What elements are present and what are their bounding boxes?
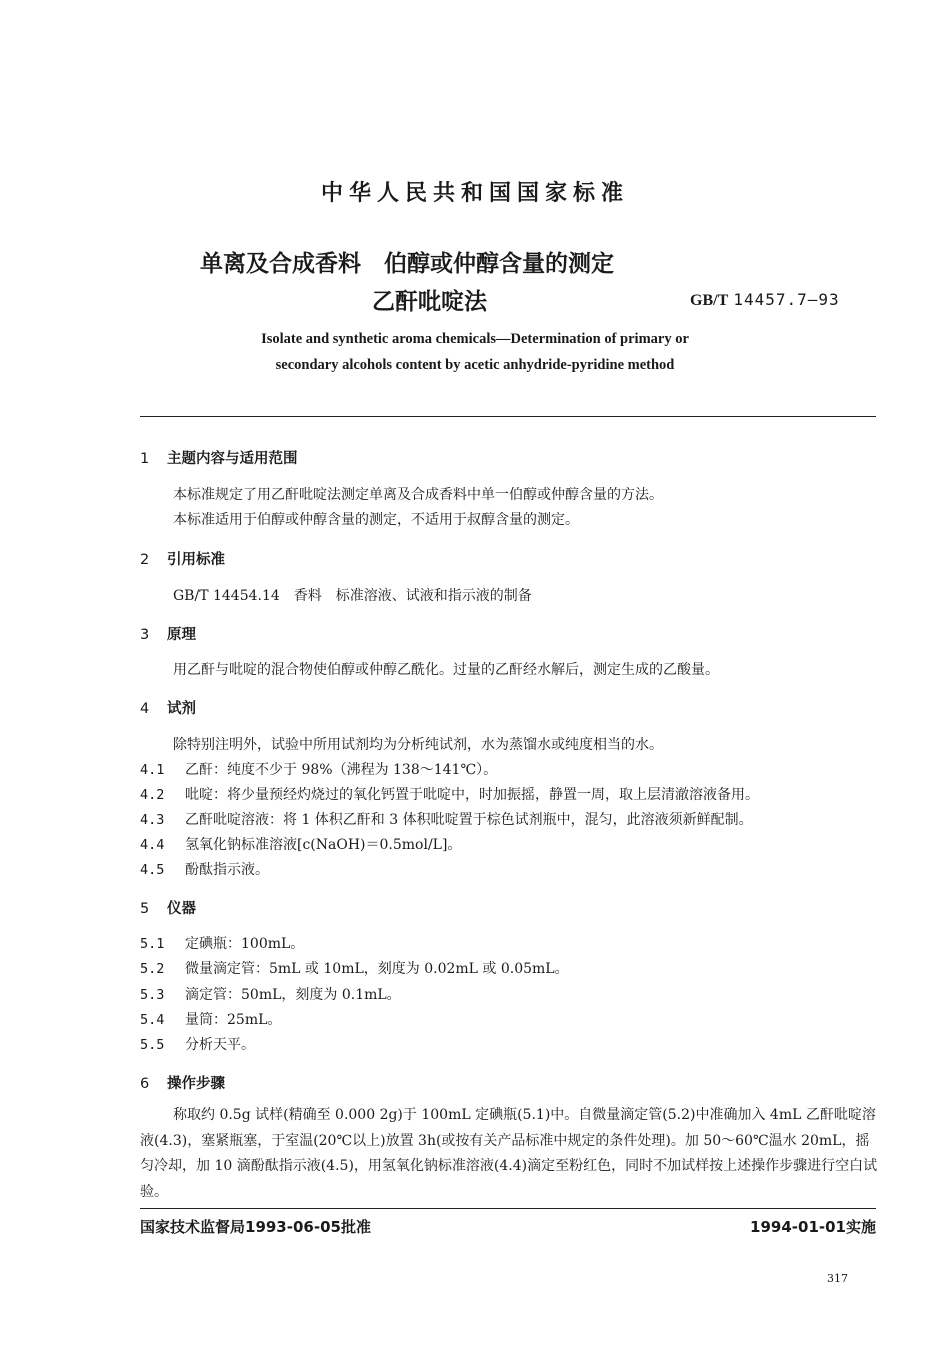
section-4-heading bbox=[140, 697, 196, 718]
document-header: 中华人民共和国国家标准 bbox=[320, 181, 629, 206]
section-title: 引用标准 bbox=[167, 552, 225, 568]
clause-number: 5.5 bbox=[140, 1037, 165, 1053]
section-number: 3 bbox=[140, 627, 150, 643]
section-2-reference: GB/T 14454.14 香料 标准溶液、试液和指示液的制备 bbox=[173, 588, 532, 604]
standard-number-value: 14457.7—93 bbox=[733, 290, 840, 309]
clause-5-3 bbox=[140, 984, 401, 1004]
section-4-paragraph: 除特别注明外，试验中所用试剂均为分析纯试剂，水为蒸馏水或纯度相当的水。 bbox=[173, 737, 663, 753]
clause-text: 分析天平。 bbox=[185, 1037, 255, 1053]
section-number: 6 bbox=[140, 1076, 150, 1092]
section-title: 操作步骤 bbox=[167, 1076, 225, 1092]
section-6-paragraph bbox=[140, 1103, 880, 1205]
clause-number: 4.2 bbox=[140, 787, 165, 803]
clause-4-5 bbox=[140, 859, 269, 879]
clause-text: 量筒：25mL。 bbox=[185, 1012, 282, 1028]
clause-number: 5.4 bbox=[140, 1012, 165, 1028]
clause-number: 4.3 bbox=[140, 812, 165, 828]
section-2-heading bbox=[140, 548, 225, 569]
section-number: 4 bbox=[140, 701, 150, 717]
clause-4-2 bbox=[140, 784, 759, 804]
clause-4-4 bbox=[140, 834, 461, 854]
clause-number: 5.1 bbox=[140, 936, 165, 952]
section-6-heading bbox=[140, 1072, 225, 1093]
section-1-paragraph-1: 本标准规定了用乙酐吡啶法测定单离及合成香料中单一伯醇或仲醇含量的方法。 bbox=[173, 487, 663, 503]
effective-date: 1994-01-01实施 bbox=[750, 1218, 876, 1236]
section-title: 主题内容与适用范围 bbox=[167, 451, 298, 467]
clause-4-3 bbox=[140, 809, 753, 829]
approval-date: 国家技术监督局1993-06-05批准 bbox=[140, 1218, 371, 1236]
clause-text: 定碘瓶：100mL。 bbox=[185, 936, 305, 952]
section-title: 试剂 bbox=[167, 701, 196, 717]
clause-number: 4.4 bbox=[140, 837, 165, 853]
clause-5-5 bbox=[140, 1034, 255, 1054]
footer-divider bbox=[140, 1208, 876, 1209]
section-title: 原理 bbox=[167, 627, 196, 643]
standard-number-prefix: GB/T bbox=[690, 292, 729, 309]
section-number: 1 bbox=[140, 451, 150, 467]
standard-number bbox=[690, 290, 840, 310]
clause-text: 乙酐吡啶溶液：将 1 体积乙酐和 3 体积吡啶置于棕色试剂瓶中，混匀，此溶液须新鲜配制。 bbox=[185, 812, 753, 828]
section-number: 5 bbox=[140, 901, 150, 917]
section-3-paragraph: 用乙酐与吡啶的混合物使伯醇或仲醇乙酰化。过量的乙酐经水解后，测定生成的乙酸量。 bbox=[173, 662, 719, 678]
clause-number: 4.5 bbox=[140, 862, 165, 878]
title-line-1: 单离及合成香料 伯醇或仲醇含量的测定 bbox=[200, 251, 614, 277]
header-divider bbox=[140, 416, 876, 417]
section-5-heading bbox=[140, 897, 196, 918]
clause-number: 5.3 bbox=[140, 987, 165, 1003]
section-1-heading bbox=[140, 447, 298, 468]
page-number: 317 bbox=[827, 1272, 848, 1285]
clause-text: 氢氧化钠标准溶液[c(NaOH)＝0.5mol/L]。 bbox=[185, 837, 462, 853]
procedure-text: 称取约 0.5g 试样(精确至 0.000 2g)于 100mL 定碘瓶(5.1)中。自微量滴定管(5.2)中准确加入 4mL 乙酐吡啶溶液(4.3)，塞紧瓶塞，于室温(20℃以上)放置 3h(或按有关产品标准中规定的条件处理)。加 50～60℃温水 20mL，摇匀冷却，加 10 滴酚酞指示液(4.5)，用氢氧化钠标准溶液(4.4)滴定至粉红色，同时不加试样按上述操作步骤进行空白试验。 bbox=[140, 1107, 878, 1200]
section-3-heading bbox=[140, 623, 196, 644]
clause-5-4 bbox=[140, 1009, 281, 1029]
section-1-paragraph-2: 本标准适用于伯醇或仲醇含量的测定，不适用于叔醇含量的测定。 bbox=[173, 512, 579, 528]
clause-4-1 bbox=[140, 759, 497, 779]
clause-number: 5.2 bbox=[140, 961, 165, 977]
clause-text: 酚酞指示液。 bbox=[185, 862, 269, 878]
english-title-line-1: Isolate and synthetic aroma chemicals—Determination of primary or bbox=[261, 331, 689, 347]
clause-5-1 bbox=[140, 933, 304, 953]
clause-text: 乙酐：纯度不少于 98%（沸程为 138～141℃）。 bbox=[185, 762, 498, 778]
section-number: 2 bbox=[140, 552, 150, 568]
clause-text: 吡啶：将少量预经灼烧过的氧化钙置于吡啶中，时加振摇，静置一周，取上层清澈溶液备用。 bbox=[185, 787, 759, 803]
clause-text: 微量滴定管：5mL 或 10mL，刻度为 0.02mL 或 0.05mL。 bbox=[185, 961, 569, 977]
title-line-2: 乙酐吡啶法 bbox=[372, 289, 487, 315]
clause-number: 4.1 bbox=[140, 762, 165, 778]
section-title: 仪器 bbox=[167, 901, 196, 917]
clause-text: 滴定管：50mL，刻度为 0.1mL。 bbox=[185, 987, 401, 1003]
clause-5-2 bbox=[140, 958, 569, 978]
english-title-line-2: secondary alcohols content by acetic anhydride-pyridine method bbox=[275, 357, 675, 373]
